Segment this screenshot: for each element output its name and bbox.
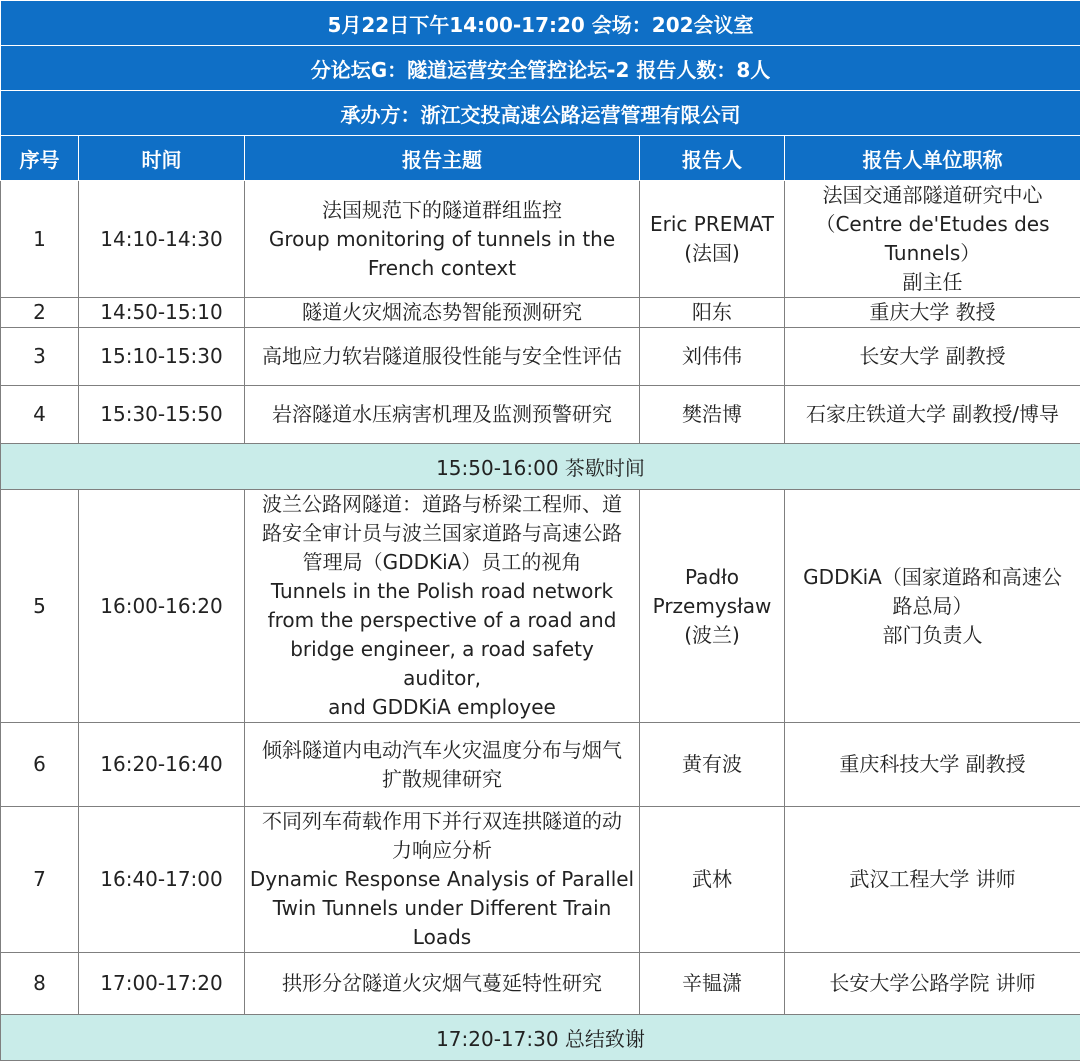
cell-speaker-line: (波兰): [644, 621, 780, 650]
cell-no: 8: [1, 953, 79, 1015]
cell-speaker: [640, 386, 785, 444]
cell-topic-line: 不同列车荷载作用下并行双连拱隧道的动: [249, 807, 635, 836]
forum-banner: 分论坛G：隧道运营安全管控论坛-2 报告人数：8人: [1, 46, 1080, 91]
cell-speaker-line: 刘伟伟: [644, 342, 780, 371]
cell-speaker-line: Eric PREMAT: [644, 210, 780, 239]
cell-topic-line: French context: [249, 254, 635, 283]
cell-topic-line: 隧道火灾烟流态势智能预测研究: [249, 298, 635, 327]
table-row: [1, 807, 1080, 953]
cell-time: 16:40-17:00: [79, 807, 245, 953]
cell-no: 3: [1, 328, 79, 386]
cell-speaker: [640, 298, 785, 328]
cell-topic: [245, 723, 640, 807]
closing-break: 17:20-17:30 总结致谢: [1, 1015, 1080, 1061]
column-header-row: [1, 136, 1080, 181]
cell-time: 17:00-17:20: [79, 953, 245, 1015]
cell-affiliation-line: 武汉工程大学 讲师: [789, 865, 1076, 894]
cell-time: 14:10-14:30: [79, 181, 245, 298]
cell-speaker-line: 樊浩博: [644, 400, 780, 429]
cell-topic: [245, 807, 640, 953]
cell-affiliation: [785, 386, 1080, 444]
table-row: [1, 723, 1080, 807]
cell-speaker-line: 黄有波: [644, 750, 780, 779]
organizer-banner: 承办方：浙江交投高速公路运营管理有限公司: [1, 91, 1080, 136]
cell-speaker: [640, 328, 785, 386]
cell-affiliation-line: 石家庄铁道大学 副教授/博导: [789, 400, 1076, 429]
cell-affiliation-line: GDDKiA（国家道路和高速公: [789, 563, 1076, 592]
col-header-speaker: 报告人: [640, 136, 785, 181]
cell-topic-line: 岩溶隧道水压病害机理及监测预警研究: [249, 400, 635, 429]
col-header-topic: 报告主题: [245, 136, 640, 181]
tea-break: 15:50-16:00 茶歇时间: [1, 444, 1080, 490]
cell-affiliation: [785, 298, 1080, 328]
cell-time: 16:20-16:40: [79, 723, 245, 807]
cell-speaker: [640, 181, 785, 298]
cell-topic-line: 拱形分岔隧道火灾烟气蔓延特性研究: [249, 969, 635, 998]
cell-time: 15:10-15:30: [79, 328, 245, 386]
cell-speaker-line: 武林: [644, 865, 780, 894]
table-row: [1, 490, 1080, 723]
cell-affiliation-line: 副主任: [789, 268, 1076, 297]
cell-topic: [245, 298, 640, 328]
cell-affiliation-line: （Centre de'Etudes des: [789, 210, 1076, 239]
table-row: [1, 181, 1080, 298]
cell-topic: [245, 490, 640, 723]
cell-topic-line: 高地应力软岩隧道服役性能与安全性评估: [249, 342, 635, 371]
col-header-no: 序号: [1, 136, 79, 181]
table-row: [1, 386, 1080, 444]
cell-speaker: [640, 807, 785, 953]
cell-topic-line: and GDDKiA employee: [249, 693, 635, 722]
cell-topic-line: from the perspective of a road and: [249, 606, 635, 635]
table-row: [1, 298, 1080, 328]
cell-topic-line: Twin Tunnels under Different Train: [249, 894, 635, 923]
cell-speaker-line: 辛韫潇: [644, 969, 780, 998]
cell-topic-line: 管理局（GDDKiA）员工的视角: [249, 548, 635, 577]
cell-topic-line: Dynamic Response Analysis of Parallel: [249, 865, 635, 894]
cell-affiliation-line: 长安大学公路学院 讲师: [789, 969, 1076, 998]
cell-topic-line: 路安全审计员与波兰国家道路与高速公路: [249, 519, 635, 548]
col-header-affiliation: 报告人单位职称: [785, 136, 1080, 181]
cell-topic-line: 法国规范下的隧道群组监控: [249, 196, 635, 225]
cell-speaker-line: 阳东: [644, 298, 780, 327]
tea-break-row: [1, 444, 1080, 490]
cell-speaker-line: Padło: [644, 563, 780, 592]
cell-no: 5: [1, 490, 79, 723]
cell-topic-line: 力响应分析: [249, 836, 635, 865]
cell-affiliation: [785, 807, 1080, 953]
table-row: [1, 953, 1080, 1015]
cell-time: 15:30-15:50: [79, 386, 245, 444]
cell-topic-line: Group monitoring of tunnels in the: [249, 225, 635, 254]
cell-affiliation-line: Tunnels）: [789, 239, 1076, 268]
cell-speaker: [640, 953, 785, 1015]
cell-topic-line: 倾斜隧道内电动汽车火灾温度分布与烟气: [249, 736, 635, 765]
cell-affiliation: [785, 181, 1080, 298]
cell-topic-line: Tunnels in the Polish road network: [249, 577, 635, 606]
cell-affiliation-line: 法国交通部隧道研究中心: [789, 181, 1076, 210]
cell-speaker-line: Przemysław: [644, 592, 780, 621]
cell-topic: [245, 386, 640, 444]
cell-no: 2: [1, 298, 79, 328]
cell-affiliation: [785, 328, 1080, 386]
cell-affiliation-line: 重庆大学 教授: [789, 298, 1076, 327]
cell-time: 16:00-16:20: [79, 490, 245, 723]
cell-topic: [245, 181, 640, 298]
cell-affiliation: [785, 723, 1080, 807]
cell-affiliation-line: 重庆科技大学 副教授: [789, 750, 1076, 779]
cell-topic-line: 扩散规律研究: [249, 765, 635, 794]
cell-affiliation-line: 部门负责人: [789, 621, 1076, 650]
cell-affiliation: [785, 953, 1080, 1015]
cell-topic-line: bridge engineer, a road safety auditor,: [249, 635, 635, 693]
col-header-time: 时间: [79, 136, 245, 181]
cell-topic-line: Loads: [249, 923, 635, 952]
closing-break-row: [1, 1015, 1080, 1061]
cell-speaker: [640, 490, 785, 723]
cell-no: 1: [1, 181, 79, 298]
cell-no: 6: [1, 723, 79, 807]
cell-speaker-line: (法国): [644, 239, 780, 268]
cell-affiliation-line: 路总局）: [789, 592, 1076, 621]
cell-affiliation: [785, 490, 1080, 723]
cell-topic: [245, 953, 640, 1015]
cell-speaker: [640, 723, 785, 807]
cell-affiliation-line: 长安大学 副教授: [789, 342, 1076, 371]
cell-no: 4: [1, 386, 79, 444]
cell-time: 14:50-15:10: [79, 298, 245, 328]
cell-topic: [245, 328, 640, 386]
table-row: [1, 328, 1080, 386]
session-time-banner: 5月22日下午14:00-17:20 会场：202会议室: [1, 1, 1080, 46]
cell-no: 7: [1, 807, 79, 953]
cell-topic-line: 波兰公路网隧道：道路与桥梁工程师、道: [249, 490, 635, 519]
